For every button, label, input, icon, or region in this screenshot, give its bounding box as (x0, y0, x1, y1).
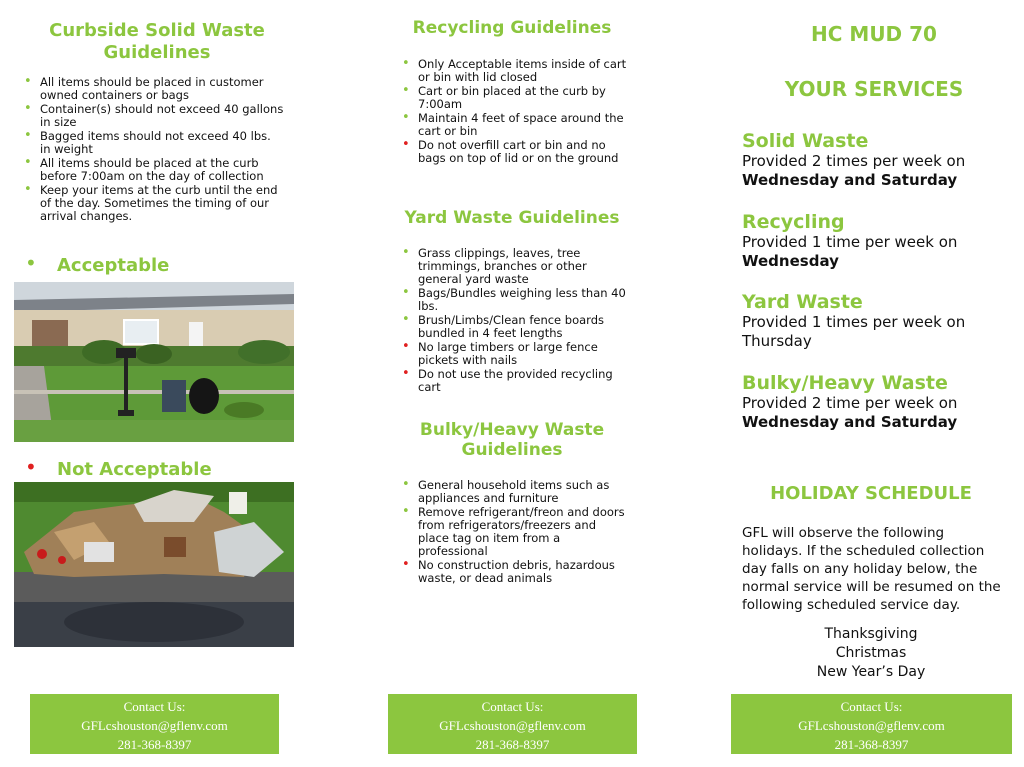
recycling-title: Recycling Guidelines (412, 18, 612, 38)
yard-title: Yard Waste Guidelines (404, 208, 620, 228)
service-recycling: Recycling Provided 1 time per week on Wednesday (742, 211, 958, 270)
curbside-list (22, 76, 284, 224)
holiday-text: GFL will observe the following holidays. If the scheduled collection day falls on any holiday below, the normal service will be resumed on the following scheduled service day. (742, 525, 1001, 613)
org-title: HC MUD 70 (811, 22, 937, 46)
list-item: • Container(s) should not exceed 40 gallons in size (24, 101, 284, 129)
list-item: • Brush/Limbs/Clean fence boards bundled in 4 feet lengths (402, 312, 604, 340)
list-item: • No large timbers or large fence pickets with nails (402, 339, 598, 367)
list-item: • Remove refrigerant/freon and doors from refrigerators/freezers and place tag on item from a professional (402, 504, 625, 558)
list-item: Christmas (835, 645, 907, 661)
list-item: • General household items such as appliances and furniture (402, 477, 610, 505)
service-bulky-waste: Bulky/Heavy Waste Provided 2 time per week on Wednesday and Saturday (742, 372, 958, 431)
contact-phone[interactable]: 281-368-8397 (475, 737, 550, 752)
list-item: • No construction debris, hazardous waste, or dead animals (402, 557, 615, 585)
contact-box-middle (388, 694, 637, 754)
contact-label: Contact Us: (840, 699, 903, 714)
service-yard-waste: Yard Waste Provided 1 times per week on Thursday (742, 291, 966, 350)
contact-email[interactable]: GFLcshouston@gflenv.com (798, 718, 945, 733)
contact-phone[interactable]: 281-368-8397 (834, 737, 909, 752)
contact-box-left (30, 694, 279, 754)
contact-email[interactable]: GFLcshouston@gflenv.com (81, 718, 228, 733)
curbside-title: Curbside Solid Waste Guidelines (49, 20, 265, 63)
list-item: • Do not overfill cart or bin and no bags on top of lid or on the ground (402, 137, 619, 165)
services-title: YOUR SERVICES (784, 77, 964, 101)
holiday-list (740, 625, 1002, 682)
house-image (14, 282, 294, 442)
debris-image (14, 482, 294, 647)
contact-phone[interactable]: 281-368-8397 (117, 737, 192, 752)
list-item: New Year’s Day (816, 664, 926, 680)
list-item: • Maintain 4 feet of space around the cart or bin (402, 110, 624, 138)
bulky-list (400, 479, 628, 586)
list-item: • Bags/Bundles weighing less than 40 lbs. (402, 285, 626, 313)
contact-label: Contact Us: (123, 699, 186, 714)
acceptable-photo (14, 282, 294, 442)
yard-list (400, 247, 628, 395)
list-item: • Cart or bin placed at the curb by 7:00am (402, 83, 606, 111)
acceptable-heading: • Acceptable (25, 251, 170, 276)
recycling-list (400, 58, 628, 166)
bullet-red-icon: • (25, 455, 37, 479)
list-item: • Only Acceptable items inside of cart or bin with lid closed (402, 56, 627, 84)
bullet-green-icon: • (25, 251, 37, 275)
list-item: • Bagged items should not exceed 40 lbs. in weight (24, 128, 271, 156)
contact-email[interactable]: GFLcshouston@gflenv.com (439, 718, 586, 733)
bulky-title: Bulky/Heavy Waste Guidelines (419, 420, 605, 460)
list-item: • Keep your items at the curb until the end of the day. Sometimes the timing of our arrival changes. (24, 182, 278, 223)
list-item: • All items should be placed in customer owned containers or bags (24, 74, 264, 102)
list-item: • Grass clippings, leaves, tree trimmings, branches or other general yard waste (402, 245, 587, 286)
list-item: • All items should be placed at the curb before 7:00am on the day of collection (24, 155, 264, 183)
not-acceptable-photo (14, 482, 294, 647)
contact-label: Contact Us: (481, 699, 544, 714)
not-acceptable-heading: • Not Acceptable (25, 455, 212, 480)
contact-box-right (731, 694, 1012, 754)
service-solid-waste: Solid Waste Provided 2 times per week on Wednesday and Saturday (742, 130, 966, 189)
list-item: Thanksgiving (824, 626, 918, 642)
holiday-title: HOLIDAY SCHEDULE (770, 483, 972, 504)
list-item: • Do not use the provided recycling cart (402, 366, 613, 394)
